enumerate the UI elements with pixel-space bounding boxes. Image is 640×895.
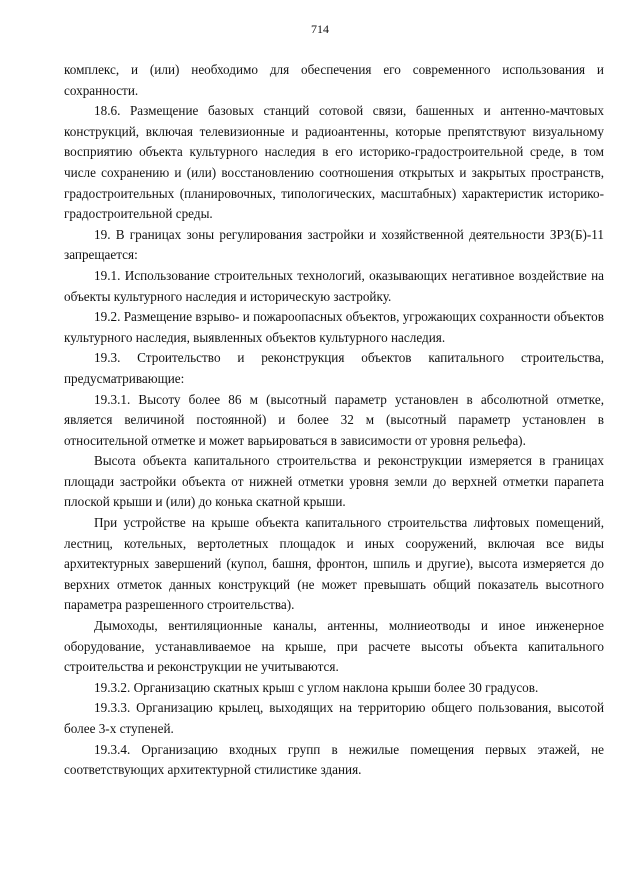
paragraph-19: 19. В границах зоны регулирования застройки и хозяйственной деятельности ЗРЗ(Б)-11 запрещается: (64, 226, 604, 263)
paragraph-19-3-1: 19.3.1. Высоту более 86 м (высотный параметр установлен в абсолютной отметке, является величиной постоянной) и более 32 м (высотный параметр установлен в относительной отметке и может варьироваться в зависимости от уровня рельефа). (64, 391, 604, 448)
paragraph-19-3-4: 19.3.4. Организацию входных групп в нежилые помещения первых этажей, не соответствующих архитектурной стилистике здания. (64, 741, 604, 778)
paragraph-19-3-3: 19.3.3. Организацию крылец, выходящих на территорию общего пользования, высотой более 3-х ступеней. (64, 700, 604, 736)
paragraph-19-3: 19.3. Строительство и реконструкция объектов капитального строительства, предусматривающие: (64, 350, 604, 386)
paragraph-18-6: 18.6. Размещение базовых станций сотовой связи, башенных и антенно-мачтовых конструкций, включая телевизионные и радиоантенны, которые препятствуют визуальному восприятию объекта культурного наследия в его историко-градостроительной среде, в том числе сохранению и (или) восстановлению соотношения открытых и закрытых пространств, градостроительных (планировочных, типологических, масштабных) характеристик историко-градостроительной среды. (64, 103, 604, 222)
paragraph-height-measurement: Высота объекта капитального строительства и реконструкции измеряется в границах площади застройки объекта от нижней отметки уровня земли до верхней отметки парапета плоской крыши и (или) до конька скатной крыши. (64, 453, 604, 510)
paragraph-19-2: 19.2. Размещение взрыво- и пожароопасных объектов, угрожающих сохранности объектов культурного наследия, выявленных объектов культурного наследия. (64, 309, 604, 345)
page-number: 714 (311, 22, 329, 36)
paragraph-19-3-2: 19.3.2. Организацию скатных крыш с углом наклона крыши более 30 градусов. (94, 679, 539, 695)
document-body (64, 60, 604, 781)
paragraph-19-1: 19.1. Использование строительных технологий, оказывающих негативное воздействие на объекты культурного наследия и историческую застройку. (64, 267, 604, 304)
paragraph-continuation: комплекс, и (или) необходимо для обеспечения его современного использования и сохранности. (64, 62, 604, 98)
paragraph-roof-equipment: Дымоходы, вентиляционные каналы, антенны, молниеотводы и иное инженерное оборудование, устанавливаемое на крыше, при расчете высоты объекта капитального строительства и реконструкции не учитываются. (64, 618, 604, 675)
paragraph-roof-structures: При устройстве на крыше объекта капитального строительства лифтовых помещений, лестниц, котельных, вертолетных площадок и иных сооружений, включая все виды архитектурных завершений (купол, башня, фронтон, шпиль и другие), высота измеряется до верхних отметок данных конструкций (не может превышать общий показатель высотного параметра разрешенного строительства). (64, 515, 604, 613)
